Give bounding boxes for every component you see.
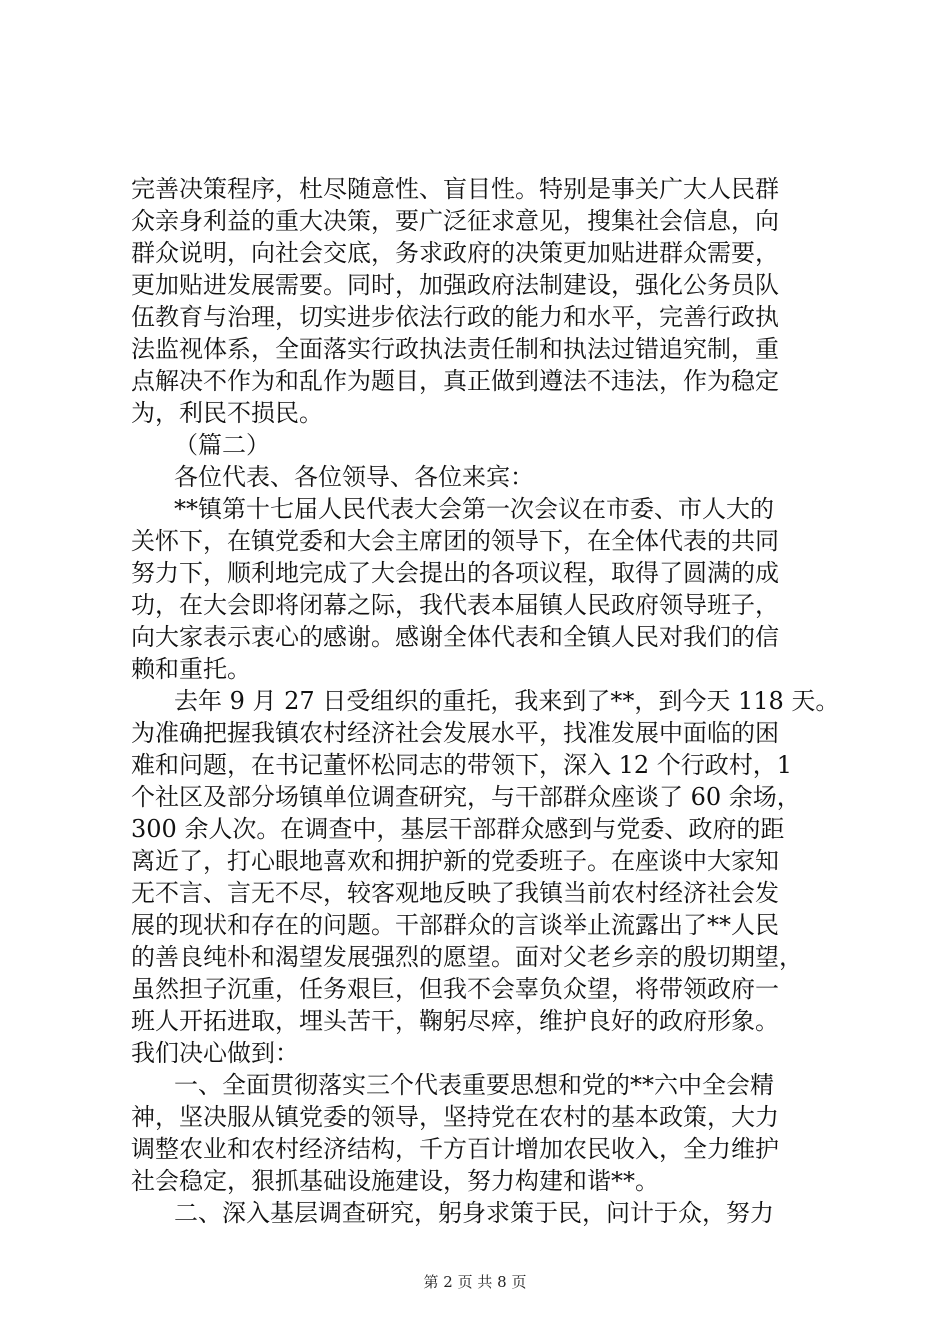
page-number-footer: 第 2 页 共 8 页 — [423, 1273, 527, 1291]
paragraph-line: 功，在大会即将闭幕之际，我代表本届镇人民政府领导班子， — [131, 591, 779, 619]
paragraph-line: 伍教育与治理，切实进步依法行政的能力和水平，完善行政执 — [131, 303, 779, 331]
paragraph-line: 社会稳定，狠抓基础设施建设，努力构建和谐**。 — [131, 1167, 659, 1195]
paragraph-line: 班人开拓进取，埋头苦干，鞠躬尽瘁，维护良好的政府形象。 — [131, 1007, 779, 1035]
paragraph-line: 神，坚决服从镇党委的领导，坚持党在农村的基本政策，大力 — [131, 1103, 779, 1131]
paragraph-line: 我们决心做到： — [131, 1039, 299, 1067]
paragraph-line: 无不言、言无不尽，较客观地反映了我镇当前农村经济社会发 — [131, 879, 779, 907]
paragraph-line: 赖和重托。 — [131, 655, 251, 683]
paragraph-line: 难和问题，在书记董怀松同志的带领下，深入 12 个行政村，1 — [131, 751, 793, 779]
paragraph-line: 群众说明，向社会交底，务求政府的决策更加贴进群众需要， — [131, 239, 779, 267]
paragraph-line: 虽然担子沉重，任务艰巨，但我不会辜负众望，将带领政府一 — [131, 975, 779, 1003]
paragraph-line: 完善决策程序，杜尽随意性、盲目性。特别是事关广大人民群 — [131, 175, 779, 203]
paragraph-line: 一、全面贯彻落实三个代表重要思想和党的**六中全会精 — [174, 1071, 774, 1099]
paragraph-line: 努力下，顺利地完成了大会提出的各项议程，取得了圆满的成 — [131, 559, 779, 587]
paragraph-line: 个社区及部分场镇单位调查研究，与干部群众座谈了 60 余场， — [131, 783, 801, 811]
paragraph-line: 为，利民不损民。 — [131, 399, 323, 427]
paragraph-line: **镇第十七届人民代表大会第一次会议在市委、市人大的 — [174, 495, 774, 523]
paragraph-line: 为准确把握我镇农村经济社会发展水平，找准发展中面临的困 — [131, 719, 779, 747]
paragraph-line: 展的现状和存在的问题。干部群众的言谈举止流露出了**人民 — [131, 911, 779, 939]
paragraph-line: 关怀下，在镇党委和大会主席团的领导下，在全体代表的共同 — [131, 527, 779, 555]
paragraph-line: 300 余人次。在调查中，基层干部群众感到与党委、政府的距 — [131, 815, 785, 843]
paragraph-line: 二、深入基层调查研究，躬身求策于民，问计于众，努力 — [174, 1199, 774, 1227]
paragraph-line: 向大家表示衷心的感谢。感谢全体代表和全镇人民对我们的信 — [131, 623, 779, 651]
paragraph-line: 离近了，打心眼地喜欢和拥护新的党委班子。在座谈中大家知 — [131, 847, 779, 875]
paragraph-line: 的善良纯朴和渴望发展强烈的愿望。面对父老乡亲的殷切期望， — [131, 943, 803, 971]
salutation: 各位代表、各位领导、各位来宾： — [174, 463, 534, 491]
paragraph-line: 调整农业和农村经济结构，千方百计增加农民收入，全力维护 — [131, 1135, 779, 1163]
paragraph-line: 众亲身利益的重大决策，要广泛征求意见，搜集社会信息，向 — [131, 207, 779, 235]
paragraph-line: 更加贴进发展需要。同时，加强政府法制建设，强化公务员队 — [131, 271, 779, 299]
paragraph-line: 去年 9 月 27 日受组织的重托，我来到了**，到今天 118 天。 — [174, 687, 840, 715]
section-heading: （篇二） — [174, 431, 270, 459]
paragraph-line: 法监视体系，全面落实行政执法责任制和执法过错追究制，重 — [131, 335, 779, 363]
paragraph-line: 点解决不作为和乱作为题目，真正做到遵法不违法，作为稳定 — [131, 367, 779, 395]
